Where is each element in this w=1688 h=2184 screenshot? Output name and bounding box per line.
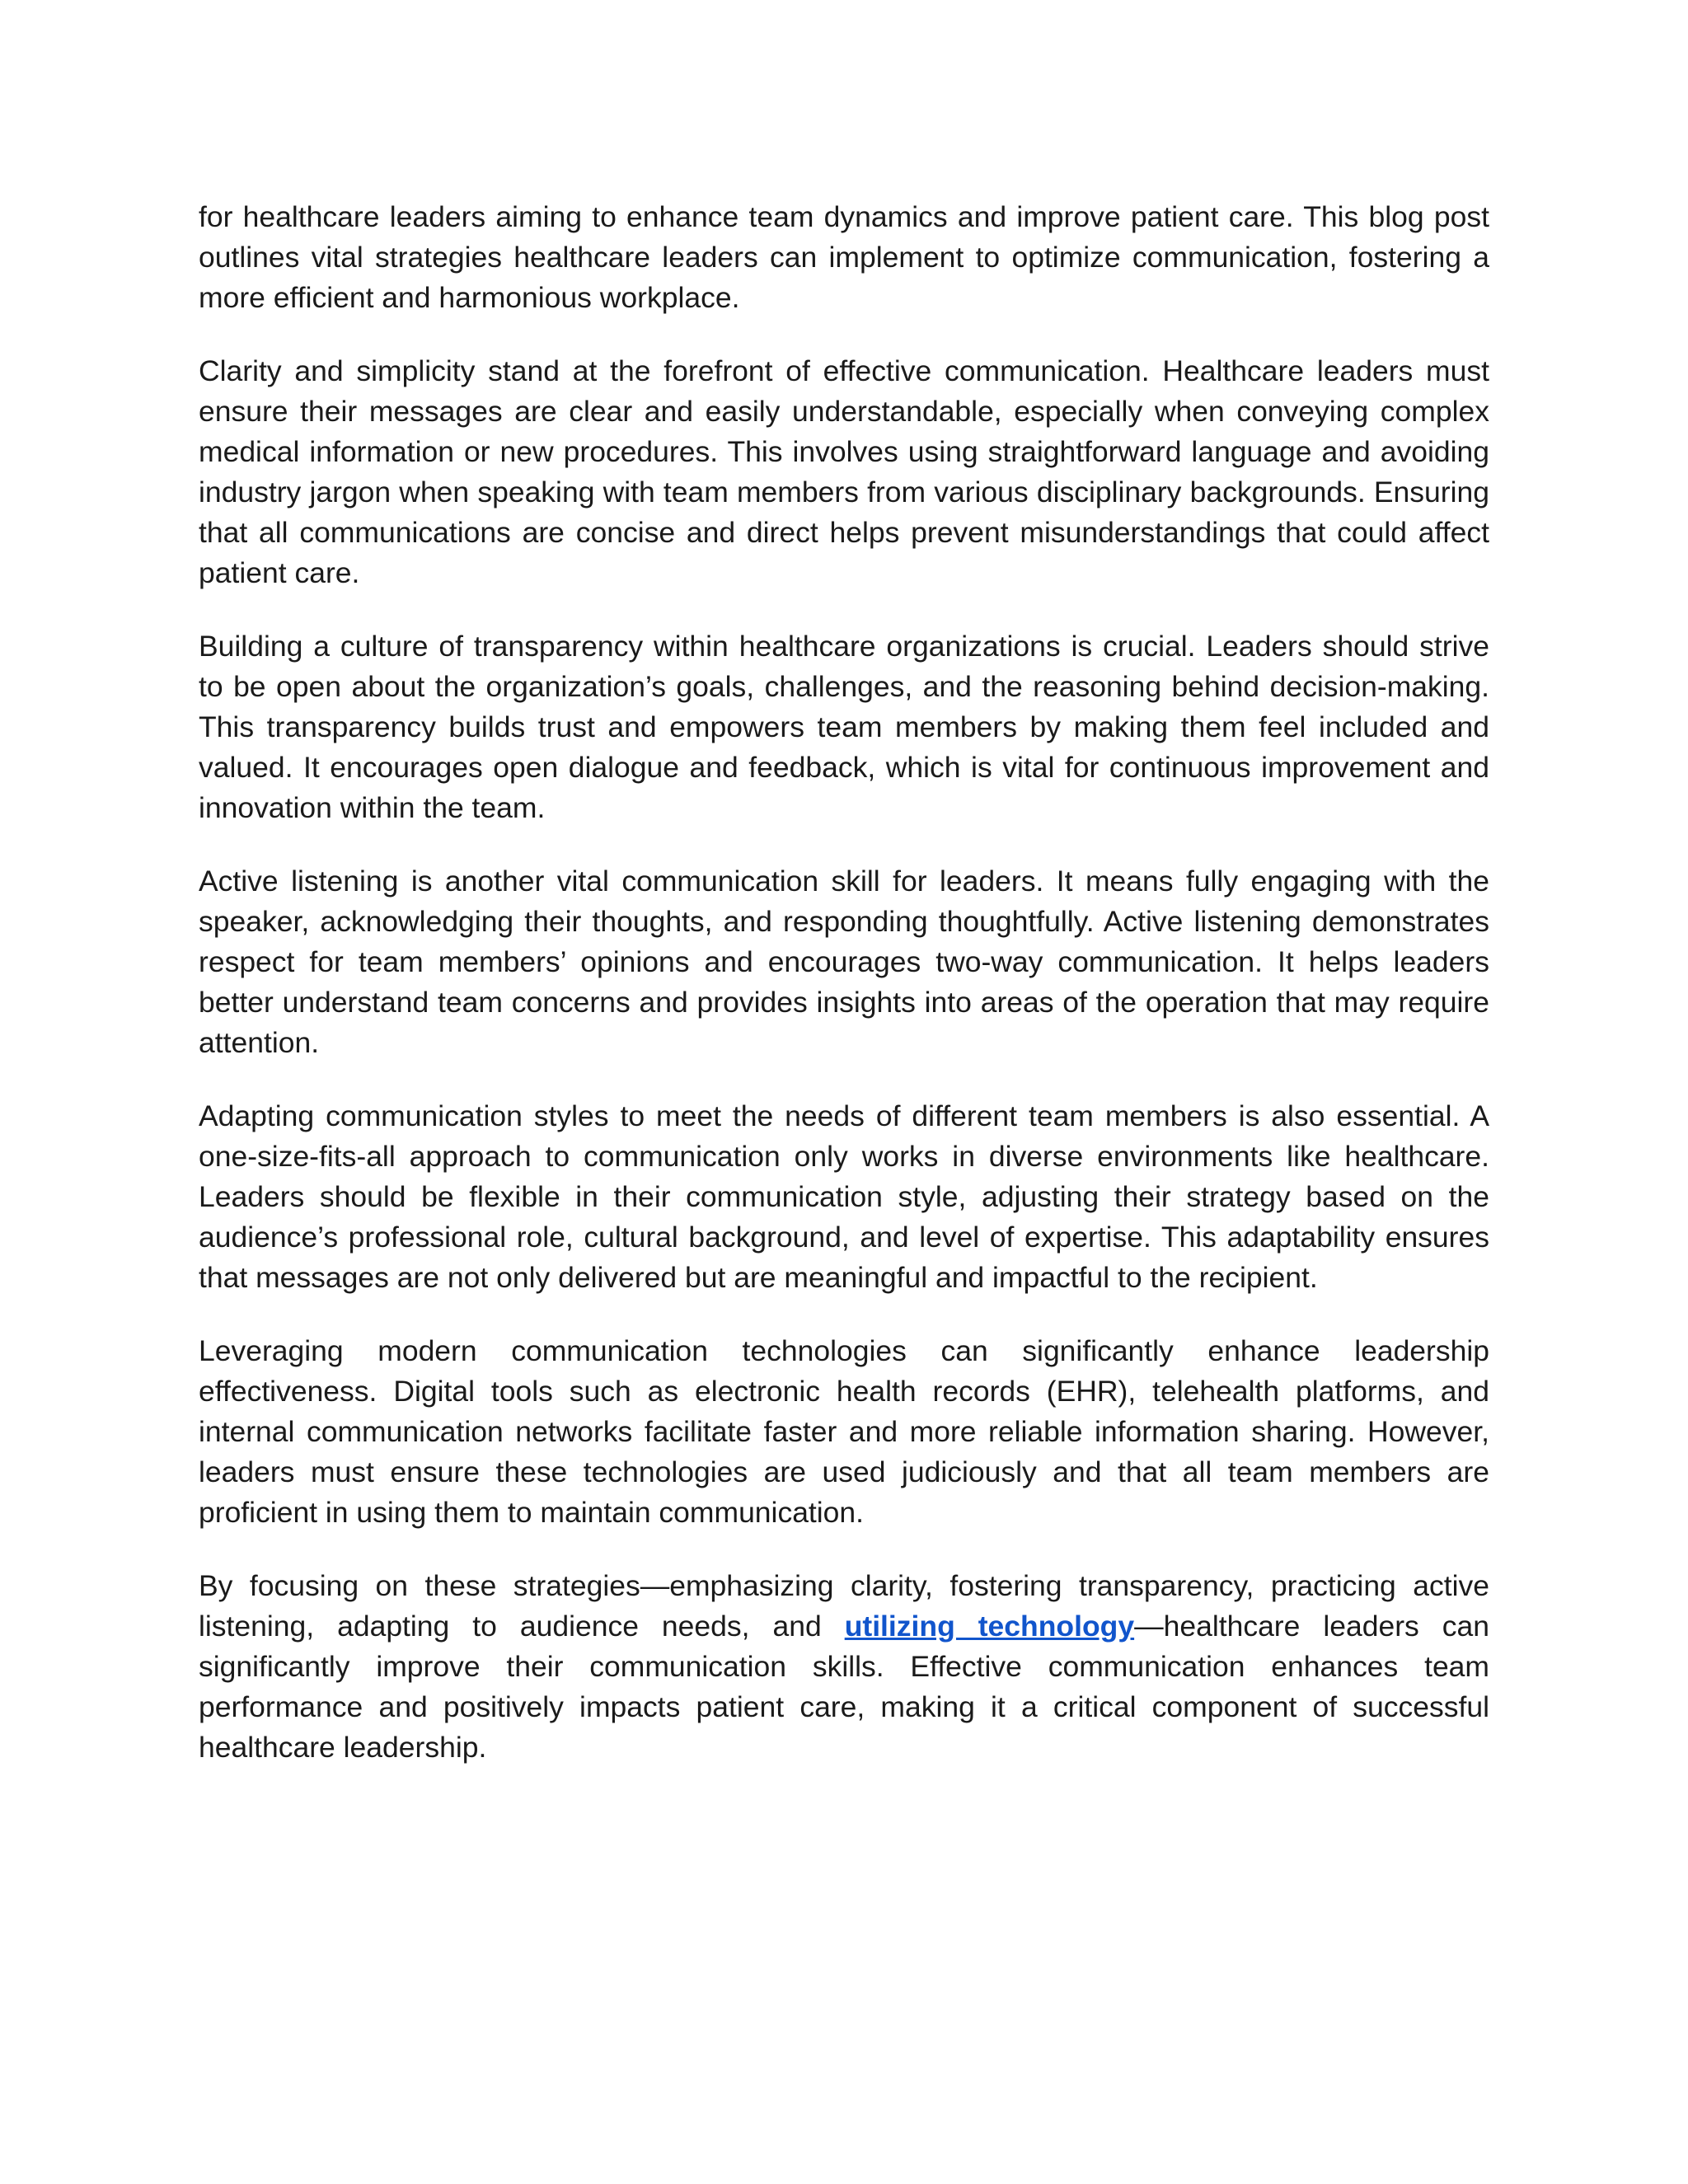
paragraph-adapting-styles: Adapting communication styles to meet the needs of different team members is also essential. A one-size-fits-all approach to communication only works in diverse environments like healthcare. Leaders should be flexible in their communication style, adjusting their strategy based on the audience’s professional role, cultural background, and level of expertise. This adaptability ensures that messages are not only delivered but are meaningful and impactful to the recipient. — [199, 1099, 1489, 1294]
conclusion-text-after-link: —healthcare leaders can significantly improve their communication skills. Effective communication enhances team performance and positively impacts patient care, making it a critical component of successful healthcare leadership. — [199, 1610, 1489, 1764]
utilizing-technology-link[interactable]: utilizing technology — [844, 1610, 1135, 1643]
paragraph-intro: for healthcare leaders aiming to enhance team dynamics and improve patient care. This blog post outlines vital strategies healthcare leaders can implement to optimize communication, fostering a more efficient and harmonious workplace. — [199, 200, 1489, 314]
paragraph-active-listening: Active listening is another vital communication skill for leaders. It means fully engaging with the speaker, acknowledging their thoughts, and responding thoughtfully. Active listening demonstrates respect for team members’ opinions and encourages two-way communication. It helps leaders better understand team concerns and provides insights into areas of the operation that may require attention. — [199, 865, 1489, 1059]
document-body — [199, 197, 1489, 1801]
paragraph-technology: Leveraging modern communication technologies can significantly enhance leadership effectiveness. Digital tools such as electronic health records (EHR), telehealth platforms, and internal communication networks facilitate faster and more reliable information sharing. However, leaders must ensure these technologies are used judiciously and that all team members are proficient in using them to maintain communication. — [199, 1334, 1489, 1529]
paragraph-clarity: Clarity and simplicity stand at the forefront of effective communication. Healthcare leaders must ensure their messages are clear and easily understandable, especially when conveying complex medical information or new procedures. This involves using straightforward language and avoiding industry jargon when speaking with team members from various disciplinary backgrounds. Ensuring that all communications are concise and direct helps prevent misunderstandings that could affect patient care. — [199, 354, 1489, 589]
conclusion-text-before-link: By focusing on these strategies—emphasizing clarity, fostering transparency, practicing active listening, adapting to audience needs, and — [199, 1569, 1489, 1643]
paragraph-transparency: Building a culture of transparency within healthcare organizations is crucial. Leaders should strive to be open about the organization’s goals, challenges, and the reasoning behind decision-making. This transparency builds trust and empowers team members by making them feel included and valued. It encourages open dialogue and feedback, which is vital for continuous improvement and innovation within the team. — [199, 630, 1489, 824]
paragraph-conclusion — [199, 1566, 1489, 1768]
